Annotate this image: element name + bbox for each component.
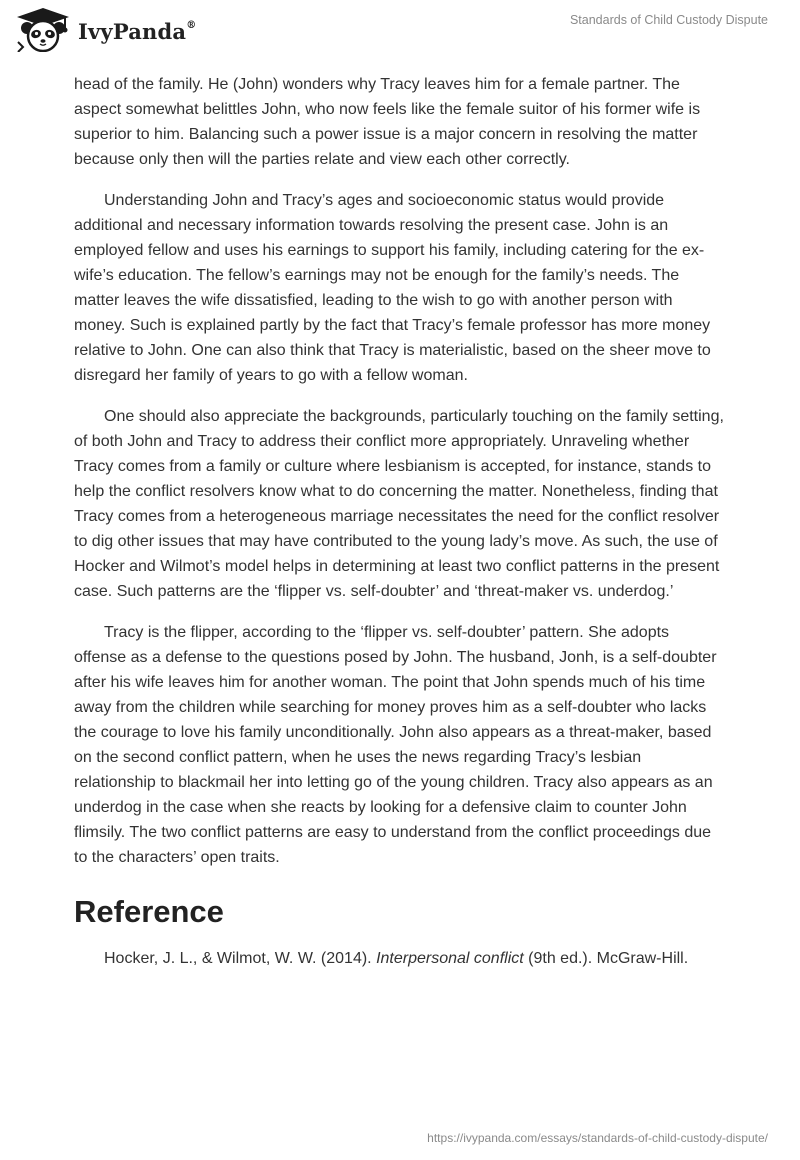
- page-header: [0, 0, 800, 70]
- paragraph: Understanding John and Tracy’s ages and socioeconomic status would provide additional and necessary information towards resolving the present case. John is an employed fellow and uses his earnings to support his family, including catering for the ex-wife’s education. The fellow’s earnings may not be enough for the family’s needs. The matter leaves the wife dissatisfied, leading to the wish to go with another person with money. Such is explained partly by the fact that Tracy’s female professor has more money relative to John. One can also think that Tracy is materialistic, based on the sheer move to disregard her family of years to go with a fellow woman.: [74, 192, 711, 384]
- footer-url[interactable]: https://ivypanda.com/essays/standards-of-child-custody-dispute/: [427, 1131, 768, 1145]
- paragraph: head of the family. He (John) wonders why Tracy leaves him for a female partner. The aspect somewhat belittles John, who now feels like the female suitor of his former wife is superior to him. Balancing such a power issue is a major concern in resolving the matter because only then will the parties relate and view each other correctly.: [74, 76, 701, 168]
- paragraph: One should also appreciate the backgrounds, particularly touching on the family setting, of both John and Tracy to address their conflict more appropriately. Unraveling whether Tracy comes from a family or culture where lesbianism is accepted, for instance, stands to help the conflict resolvers know what to do concerning the matter. Nonetheless, finding that Tracy comes from a heterogeneous marriage necessitates the need for the conflict resolver to dig other issues that may have contributed to the young lady’s move. As such, the use of Hocker and Wilmot’s model helps in determining at least two conflict patterns in the present case. Such patterns are the ‘flipper vs. self-doubter’ and ‘threat-maker vs. underdog.’: [74, 408, 724, 600]
- reference-title: Interpersonal conflict: [376, 950, 524, 967]
- document-title: Standards of Child Custody Dispute: [569, 13, 768, 27]
- article-body: [74, 72, 724, 987]
- paragraph: Tracy is the flipper, according to the ‘flipper vs. self-doubter’ pattern. She adopts offense as a defense to the questions posed by John. The husband, Jonh, is a self-doubter after his wife leaves him for another woman. The point that John spends much of his time away from the children while searching for money proves him as a self-doubter who lacks the courage to love his family unconditionally. John also appears as a threat-maker, based on the second conflict pattern, when he uses the news regarding Tracy’s lesbian relationship to blackmail her into letting go of the young children. Tracy also appears as an underdog in the case when she reacts by looking for a defensive claim to counter John flimsily. The two conflict patterns are easy to understand from the conflict proceedings due to the characters’ open traits.: [74, 624, 717, 866]
- panda-icon: [14, 6, 72, 52]
- brand-name: IvyPanda®: [78, 18, 197, 44]
- reference-entry: [74, 946, 724, 971]
- logo[interactable]: [14, 6, 196, 52]
- reference-details: (9th ed.). McGraw-Hill.: [523, 950, 689, 967]
- reference-authors: Hocker, J. L., & Wilmot, W. W. (2014).: [104, 950, 377, 967]
- reference-heading: Reference: [74, 894, 224, 929]
